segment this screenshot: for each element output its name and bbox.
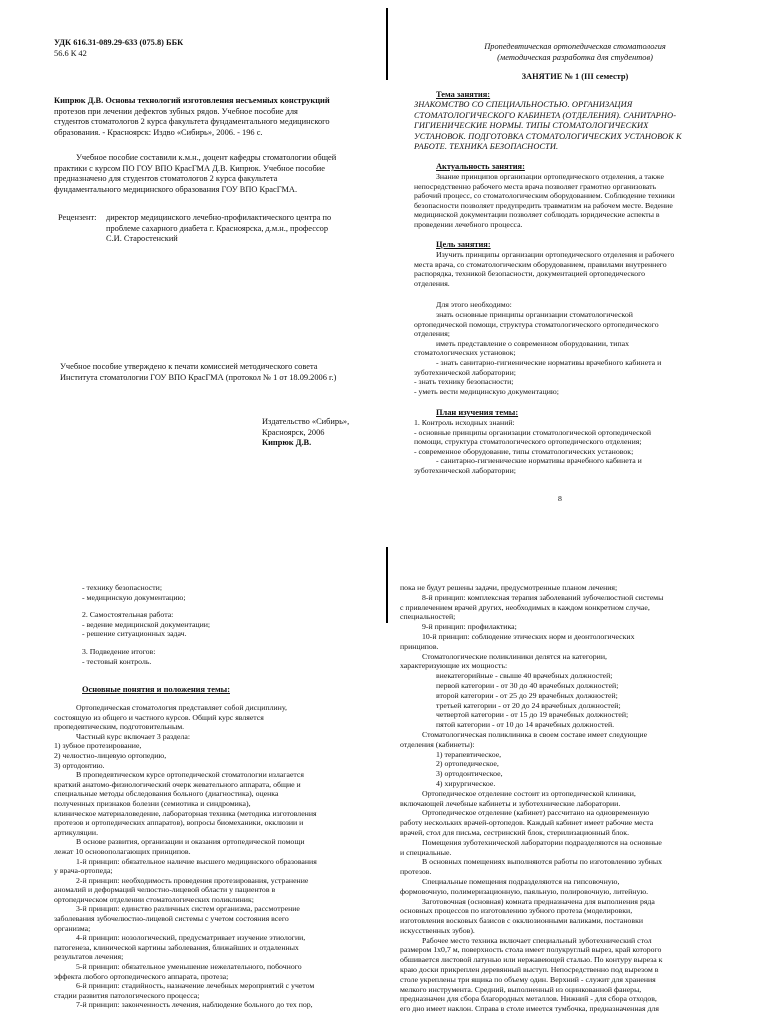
body-line: результатов лечения; (54, 952, 124, 962)
center-fold-rule (386, 8, 388, 80)
reviewer-line: проблеме сахарного диабета г. Красноярска, д.м.н., профессор (106, 223, 329, 233)
body-line: его дно имеет наклон. Справа в столе имеется тумбочка, предназначенная для (400, 1004, 659, 1014)
goal-line: Изучить принципы организации ортопедического отделения и рабочего (436, 250, 675, 259)
body-line: протезов и ортопедических аппаратов), вопросы биомеханики, окклюзии и (54, 818, 304, 828)
body-line: 1) зубное протезирование, (54, 741, 142, 751)
plan-item: - тестовый контроль. (82, 656, 152, 666)
center-fold-rule (386, 547, 388, 623)
body-line: характеризующие их мощность: (400, 661, 508, 671)
main-body-left (54, 703, 362, 1010)
plan-item: - решение ситуационных задач. (82, 629, 187, 639)
body-line: Частный курс включает 3 раздела: (76, 731, 190, 741)
relevance-label: Актуальность занятия: (436, 162, 525, 171)
goal-text (414, 250, 712, 288)
body-line: эффекта любого ортопедического аппарата, протеза; (54, 971, 229, 981)
copyright-line: Кипрюк Д.В. (262, 438, 312, 447)
relevance-line: проведении лечебного процесса. (414, 219, 523, 229)
body-line: 4-й принцип: нозологический, предусматривает изучение этиологии, (76, 933, 306, 943)
body-line: 7-й принцип: законченность лечения, наблюдение больного до тех пор, (76, 1000, 313, 1010)
biblio-line: образования. - Красноярск: Издво «Сибирь», 2006. - 196 с. (54, 127, 263, 137)
reviewer-text (106, 213, 356, 245)
body-line: Помещения зуботехнической лаборатории подразделяются на основные (422, 837, 662, 847)
need-line: отделения; (414, 329, 450, 339)
goal-line: места врача, со стоматологическим оборудованием, правилами внутреннего (414, 259, 667, 269)
body-line: внекатегорийные - свыше 40 врачебных должностей; (436, 671, 613, 681)
body-line: 4) хирургическое. (436, 778, 496, 788)
body-line: стадии развития патологического процесса; (54, 990, 200, 1000)
body-line: 1-й принцип: обязательное наличие высшего медицинского образования (76, 856, 317, 866)
plan-line: - санитарно-гигиенические нормативы врачебного кабинета и (436, 456, 642, 466)
body-line: пятой категории - от 10 до 14 врачебных должностей. (436, 720, 615, 730)
header-line: (методическая разработка для студентов) (497, 52, 653, 62)
topic-label: Тема занятия: (436, 90, 491, 99)
need-line: - знать технику безопасности; (414, 377, 514, 387)
bbk-line: 56.6 К 42 (54, 48, 87, 58)
page-number: 8 (558, 494, 562, 503)
relevance-line: безопасности позволяет предупредить травматизм на рабочем месте. Ведение (414, 200, 673, 210)
body-line: заболевания зубочелюстно-лицевой системы с учетом состояния всего (54, 914, 289, 924)
body-line: формовочную, полимеризационную, паяльную, полировочную, литейную. (400, 886, 649, 896)
plan-line: помощи, структура стоматологического ортопедического отделения; (414, 437, 642, 447)
body-line: обшивается листовой латунью или нержавеющей сталью. По контуру выреза к (400, 955, 663, 965)
body-line: пропедевтическим, подготовительным. (54, 722, 185, 732)
goal-line: распорядка, техникой безопасности, документацией ортопедического (414, 269, 646, 279)
plan-line: 1. Контроль исходных знаний: (414, 418, 515, 427)
body-line: 2) ортопедическое, (436, 759, 499, 769)
udk-block (54, 38, 304, 59)
body-line: второй категории - от 25 до 29 врачебных должностей; (436, 690, 618, 700)
bottom-spread (0, 535, 768, 1024)
body-line: Рабочее место техника включает специальный зуботехнический стол (422, 935, 652, 945)
body-line: 2) челюстно-лицевую ортопедию, (54, 750, 167, 760)
need-line: - уметь вести медицинскую документацию; (414, 386, 559, 396)
body-line: Специальные помещения подразделяются на гипсовочную, (422, 876, 620, 886)
need-line: ортопедической помощи, структура стоматологического ортопедического (414, 319, 659, 329)
body-line: краткий анатомо-физиологический очерк жевательного аппарата, общие и (54, 779, 301, 789)
body-line: пока не будут решены задачи, предусмотренные планом лечения; (400, 583, 618, 592)
approval-line: Института стоматологии ГОУ ВПО КрасГМА (протокол № 1 от 18.09.2006 г.) (60, 372, 337, 382)
running-header (440, 42, 710, 63)
need-line: зуботехнической лаборатории; (414, 367, 516, 377)
topic-line: ГИГИЕНИЧЕСКИЕ НОРМЫ. ТИПЫ СТОМАТОЛОГИЧЕСКИХ (414, 121, 649, 130)
reviewer-line: директор медицинского лечебно-профилактического центра по (106, 213, 332, 222)
body-line: 8-й принцип: комплексная терапия заболеваний зубочелюстной системы (422, 592, 664, 602)
plan-item: 2. Самостоятельная работа: (82, 610, 174, 620)
plan-line: - современное оборудование, типы стоматологических установок; (414, 446, 634, 456)
approval-line: Учебное пособие утверждено к печати комиссией методического совета (60, 362, 318, 371)
goal-label: Цель занятия: (436, 240, 491, 249)
need-line: - знать санитарно-гигиенические нормативы врачебного кабинета и (436, 357, 662, 367)
body-line: 3-й принцип: единство различных систем организма, рассмотрение (76, 904, 300, 914)
approval-note (60, 362, 360, 383)
plan-item: - ведение медицинской документации; (82, 619, 211, 629)
need-list (414, 310, 712, 396)
body-line: специальностей; (400, 612, 456, 622)
body-line: Ортопедическое отделение состоит из ортопедической клиники, (422, 788, 636, 798)
publisher-block (262, 417, 362, 449)
plan-label: План изучения темы: (436, 408, 519, 417)
biblio-line: Кипрюк Д.В. Основы технологий изготовления несъемных конструкций (54, 96, 330, 105)
relevance-line: медицинской документации позволяет соблюдать юридические аспекты в (414, 210, 660, 220)
body-line: отделения (кабинеты): (400, 739, 475, 749)
body-line: первой категории - от 30 до 40 врачебных должностей; (436, 680, 619, 690)
goal-line: отделения. (414, 278, 450, 288)
biblio-line: студентов стоматологов 2 курса факультета фундаментального медицинского (54, 117, 330, 126)
body-line: полученных признаков болезни (семиотика и синдромика), (54, 798, 251, 808)
body-line: артикуляции. (54, 827, 99, 837)
body-line: Ортопедическая стоматология представляет собой дисциплину, (76, 703, 287, 712)
reviewer-label: Рецензент: (58, 213, 97, 222)
body-line: 3) ортодонтию. (54, 760, 105, 770)
body-line: мелкого инструмента. Средний, выполненный из оцинкованной фанеры, (400, 984, 642, 994)
body-line: врачей, стол для письма, сестринский блок, стерилизационный блок. (400, 827, 630, 837)
relevance-line: рабочий процесс, со стоматологическим оборудованием. Соблюдение техники (414, 191, 675, 201)
relevance-line: непосредственно рабочего места врача позволяет грамотно организовать (414, 181, 657, 191)
body-line: специальные методы обследования больного (диагностика), оценка (54, 789, 279, 799)
body-line: краю доски прикреплен деревянный выступ. Непосредственно под вырезом в (400, 965, 659, 975)
body-line: клиническое материаловедение, лабораторная техника (методика изготовления (54, 808, 317, 818)
body-line: 10-й принцип: соблюдение этических норм и деонтологических (422, 631, 635, 641)
need-intro: Для этого необходимо: (436, 300, 512, 309)
body-line: В пропедевтическом курсе ортопедической стоматологии излагается (76, 770, 304, 780)
note-line: практики с курсом ПО ГОУ ВПО КрасГМА Д.В. Кипрюк. Учебное пособие (54, 163, 325, 173)
body-line: и специальные. (400, 847, 452, 857)
relevance-text (414, 172, 712, 230)
body-line: искусственных зубов). (400, 925, 475, 935)
plan-line: зуботехнической лаборатории; (414, 465, 516, 475)
header-line: Пропедевтическая ортопедическая стоматология (484, 42, 666, 51)
body-line: 9-й принцип: профилактика; (422, 622, 517, 632)
need-line: иметь представление о современном оборудовании, типах (436, 338, 630, 348)
plan-line: - основные принципы организации стоматологической ортопедической (414, 427, 652, 437)
plan-continued (82, 583, 362, 666)
body-line: В основе развития, организации и оказания ортопедической помощи (76, 837, 305, 847)
topic-line: УСТАНОВОК. ПОДГОТОВКА СТОМАТОЛОГИЧЕСКИХ УСТАНОВОК К (414, 131, 682, 141)
body-line: 6-й принцип: стадийность, назначение лечебных мероприятий с учетом (76, 981, 315, 991)
body-line: четвертой категории - от 15 до 19 врачебных должностей; (436, 710, 629, 720)
body-line: размером 1x0,7 м, поверхность стола имеет полукруглый вырез, край которого (400, 945, 662, 955)
publisher-line: Красноярск, 2006 (262, 427, 325, 437)
need-line: стоматологических установок; (414, 348, 516, 358)
need-line: знать основные принципы организации стоматологической (436, 310, 633, 319)
section-title: Основные понятия и положения темы: (82, 685, 230, 694)
topic-text (414, 100, 712, 153)
authors-note (54, 153, 354, 195)
body-line: принципов. (400, 641, 439, 651)
body-line: организма; (54, 923, 91, 933)
body-line: изготовления восковых базисов с окклюзионными валиками, постановки (400, 916, 644, 926)
body-line: работу нескольких врачей-ортопедов. Каждый кабинет имеет рабочие места (400, 818, 654, 828)
body-line: предназначен для сбора благородных металлов. Нижний - для сбора отходов, (400, 994, 657, 1004)
body-line: аномалий и деформаций челюстно-лицевой области у пациентов в (54, 885, 276, 895)
body-line: патогенеза, клинической картины заболевания, ближайших и отдаленных (54, 942, 299, 952)
body-line: Заготовочная (основная) комната предназначена для выполнения ряда (422, 896, 655, 906)
body-line: столе укреплены три ящика по объему один. Верхний - служит для хранения (400, 974, 656, 984)
relevance-line: Знание принципов организации ортопедического отделения, а также (436, 172, 664, 181)
body-line: третьей категории - от 20 до 24 врачебных должностей; (436, 700, 621, 710)
plan-item: - технику безопасности; (82, 583, 162, 592)
body-line: состоящую из общего и частного курсов. Общий курс является (54, 712, 264, 722)
body-line: 2-й принцип: необходимость проведения протезирования, устранение (76, 875, 309, 885)
body-line: с привлечением врачей других, необходимых в каждом конкретном случае, (400, 602, 650, 612)
biblio-line: протезов при лечении дефектов зубных рядов. Учебное пособие для (54, 106, 298, 116)
body-line: В основных помещениях выполняются работы по изготовлению зубных (422, 857, 663, 867)
note-line: предназначено для студентов стоматологов 2 курса факультета (54, 174, 278, 183)
topic-line: ЗНАКОМСТВО СО СПЕЦИАЛЬНОСТЬЮ. ОРГАНИЗАЦИЯ (414, 100, 633, 109)
publisher-line: Издательство «Сибирь», (262, 417, 350, 426)
topic-line: СТОМАТОЛОГИЧЕСКОГО КАБИНЕТА (ОТДЕЛЕНИЯ). САНИТАРНО- (414, 110, 677, 120)
body-line: включающей лечебные кабинеты и зуботехнические лаборатории. (400, 798, 621, 808)
body-line: у врача-ортопеда; (54, 866, 113, 876)
body-line: лежат 10 основополагающих принципов. (54, 846, 191, 856)
note-line: Учебное пособие составили к.м.н., доцент кафедры стоматологии общей (76, 153, 337, 162)
body-line: 3) ортодонтическое, (436, 769, 503, 779)
main-body-right (400, 583, 712, 1014)
note-line: фундаментального медицинского образования ГОУ ВПО КрасГМА. (54, 184, 298, 194)
lesson-title: ЗАНЯТИЕ № 1 (III семестр) (521, 72, 629, 81)
udk-line: УДК 616.31-089.29-633 (075.8) ББК (54, 38, 184, 47)
bibliographic-record (54, 96, 354, 138)
plan-item: - медицинскую документацию; (82, 592, 186, 602)
topic-line: РАБОТЕ. ТЕХНИКА БЕЗОПАСНОСТИ. (414, 142, 559, 151)
body-line: основных процессов по изготовлению зубного протеза (моделировки, (400, 906, 633, 916)
plan-item: 3. Подведение итогов: (82, 646, 156, 656)
body-line: Стоматологические поликлиники делятся на категории, (422, 651, 607, 661)
body-line: 1) терапевтическое, (436, 749, 502, 759)
body-line: ортопедическом отделении стоматологических поликлиник; (54, 894, 254, 904)
body-line: Ортопедическое отделение (кабинет) рассчитано на одновременную (422, 808, 650, 818)
body-line: протезов. (400, 867, 432, 877)
body-line: 5-й принцип: обязательное уменьшение нежелательного, побочного (76, 962, 302, 972)
body-line: Стоматологическая поликлиника в своем составе имеет следующие (422, 729, 648, 739)
reviewer-line: С.И. Старостенский (106, 234, 178, 243)
plan-list (414, 418, 712, 476)
